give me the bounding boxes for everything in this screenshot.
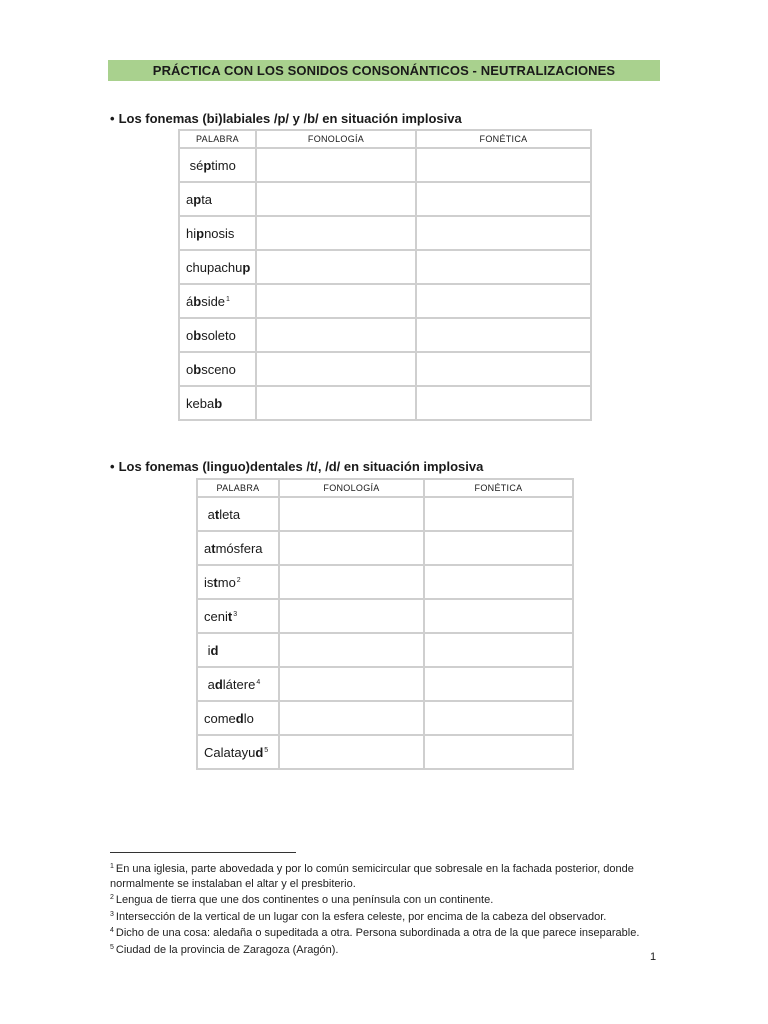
word-part: sceno bbox=[201, 361, 236, 377]
footnote-ref[interactable]: 4 bbox=[256, 678, 261, 686]
title-text: PRÁCTICA CON LOS SONIDOS CONSONÁNTICOS - NEUTRALIZACIONES bbox=[152, 63, 616, 78]
table-row bbox=[179, 182, 591, 216]
word-part: chupachu bbox=[186, 259, 243, 275]
footnote-text: En una iglesia, parte abovedada y por lo común semicircular que sobresale en la fachada posterior, donde normalmente se instalaban el altar y el presbiterio. bbox=[110, 863, 634, 890]
fonetica-cell[interactable] bbox=[416, 216, 591, 250]
fonetica-cell[interactable] bbox=[416, 182, 591, 216]
footnote bbox=[110, 891, 670, 908]
footnote-text: Dicho de una cosa: aledaña o supeditada a otra. Persona subordinada a otra de la que parece inseparable. bbox=[115, 927, 640, 940]
fonologia-cell[interactable] bbox=[256, 284, 416, 318]
table-header-row bbox=[197, 479, 573, 497]
word-part: o bbox=[186, 361, 194, 377]
word-part: a bbox=[204, 540, 212, 556]
footnote bbox=[110, 860, 670, 891]
fonologia-cell[interactable] bbox=[279, 735, 424, 769]
word-cell bbox=[179, 250, 256, 284]
word-cell bbox=[197, 531, 279, 565]
highlighted-consonant: d bbox=[210, 642, 219, 658]
word-cell bbox=[197, 667, 279, 701]
fonetica-cell[interactable] bbox=[416, 352, 591, 386]
bullet-icon: • bbox=[110, 459, 115, 474]
highlighted-consonant: p bbox=[203, 157, 212, 173]
fonetica-cell[interactable] bbox=[416, 148, 591, 182]
bullet-icon: • bbox=[110, 111, 115, 126]
word-part: hi bbox=[186, 225, 197, 241]
word-part: nosis bbox=[204, 225, 235, 241]
word-part: o bbox=[186, 327, 194, 343]
highlighted-consonant: b bbox=[193, 361, 202, 377]
header-fonetica: FONÉTICA bbox=[416, 130, 591, 148]
highlighted-consonant: t bbox=[214, 506, 220, 522]
table-row bbox=[197, 497, 573, 531]
highlighted-consonant: d bbox=[255, 744, 264, 760]
word-part: lo bbox=[243, 710, 254, 726]
word-cell bbox=[197, 599, 279, 633]
fonetica-cell[interactable] bbox=[424, 633, 573, 667]
fonetica-cell[interactable] bbox=[424, 565, 573, 599]
fonetica-cell[interactable] bbox=[416, 250, 591, 284]
highlighted-consonant: t bbox=[211, 540, 216, 556]
word-part: ta bbox=[201, 191, 213, 207]
fonetica-cell[interactable] bbox=[424, 531, 573, 565]
table-row bbox=[197, 531, 573, 565]
word-cell bbox=[197, 701, 279, 735]
word-part: is bbox=[204, 574, 214, 590]
header-fonetica: FONÉTICA bbox=[424, 479, 573, 497]
highlighted-consonant: b bbox=[193, 293, 202, 309]
fonologia-cell[interactable] bbox=[279, 633, 424, 667]
word-part: látere bbox=[222, 676, 256, 692]
word-part: leta bbox=[219, 506, 241, 522]
fonologia-cell[interactable] bbox=[256, 182, 416, 216]
word-cell bbox=[197, 565, 279, 599]
footnote-number: 2 bbox=[110, 894, 114, 902]
word-cell bbox=[179, 386, 256, 420]
header-fonologia: FONOLOGÍA bbox=[279, 479, 424, 497]
table-row bbox=[179, 148, 591, 182]
table-row bbox=[197, 599, 573, 633]
highlighted-consonant: d bbox=[235, 710, 244, 726]
footnote-ref[interactable]: 1 bbox=[226, 295, 230, 303]
footnote bbox=[110, 908, 670, 925]
footnote-text: Lengua de tierra que une dos continentes o una península con un continente. bbox=[115, 894, 494, 907]
word-cell bbox=[197, 497, 279, 531]
footnote bbox=[110, 924, 670, 941]
fonetica-cell[interactable] bbox=[416, 284, 591, 318]
fonologia-cell[interactable] bbox=[256, 148, 416, 182]
word-cell bbox=[197, 633, 279, 667]
word-cell bbox=[179, 352, 256, 386]
fonetica-cell[interactable] bbox=[416, 318, 591, 352]
dental-table bbox=[196, 478, 574, 770]
footnote-ref[interactable]: 3 bbox=[233, 610, 238, 618]
highlighted-consonant: p bbox=[196, 225, 205, 241]
word-cell bbox=[179, 216, 256, 250]
section1-heading-text: Los fonemas (bi)labiales /p/ y /b/ en situación implosiva bbox=[118, 111, 462, 126]
fonetica-cell[interactable] bbox=[416, 386, 591, 420]
word-part: ceni bbox=[204, 608, 228, 624]
highlighted-consonant: b bbox=[214, 395, 223, 411]
word-part: a bbox=[204, 506, 215, 522]
word-part: Calatayu bbox=[204, 744, 256, 760]
header-palabra: PALABRA bbox=[179, 130, 256, 148]
highlighted-consonant: b bbox=[193, 327, 202, 343]
table-row bbox=[197, 565, 573, 599]
word-part: mósfera bbox=[215, 540, 263, 556]
table-row bbox=[197, 667, 573, 701]
footnote bbox=[110, 941, 670, 958]
fonologia-cell[interactable] bbox=[256, 250, 416, 284]
word-part: keba bbox=[186, 395, 215, 411]
table-header-row bbox=[179, 130, 591, 148]
word-cell bbox=[179, 318, 256, 352]
word-part: soleto bbox=[201, 327, 236, 343]
fonologia-cell[interactable] bbox=[279, 599, 424, 633]
section2-heading bbox=[110, 459, 483, 474]
word-part: side bbox=[201, 293, 226, 309]
word-part: sé bbox=[186, 157, 204, 173]
table-row bbox=[197, 633, 573, 667]
word-cell bbox=[179, 284, 256, 318]
highlighted-consonant: p bbox=[193, 191, 202, 207]
footnote-ref[interactable]: 5 bbox=[264, 746, 269, 754]
fonetica-cell[interactable] bbox=[424, 667, 573, 701]
table-row bbox=[179, 250, 591, 284]
footnotes bbox=[110, 860, 670, 958]
word-part: come bbox=[204, 710, 236, 726]
footnote-number: 5 bbox=[110, 943, 114, 951]
fonetica-cell[interactable] bbox=[424, 735, 573, 769]
fonetica-cell[interactable] bbox=[424, 701, 573, 735]
footnote-number: 4 bbox=[110, 927, 114, 935]
table-row bbox=[179, 386, 591, 420]
table-row bbox=[179, 216, 591, 250]
page-number: 1 bbox=[650, 951, 657, 963]
document-title bbox=[108, 60, 660, 81]
word-part: á bbox=[186, 293, 194, 309]
footnote-text: Ciudad de la provincia de Zaragoza (Aragón). bbox=[115, 943, 339, 956]
word-part: mo bbox=[217, 574, 236, 590]
table-row bbox=[179, 352, 591, 386]
footnote-ref[interactable]: 2 bbox=[236, 576, 241, 584]
section2-heading-text: Los fonemas (linguo)dentales /t/, /d/ en situación implosiva bbox=[118, 459, 484, 474]
highlighted-consonant: p bbox=[242, 259, 251, 275]
highlighted-consonant: t bbox=[213, 574, 218, 590]
table-row bbox=[197, 735, 573, 769]
word-cell bbox=[179, 148, 256, 182]
table-row bbox=[197, 701, 573, 735]
fonologia-cell[interactable] bbox=[256, 352, 416, 386]
section1-heading bbox=[110, 111, 462, 126]
fonetica-cell[interactable] bbox=[424, 497, 573, 531]
fonetica-cell[interactable] bbox=[424, 599, 573, 633]
fonologia-cell[interactable] bbox=[279, 531, 424, 565]
fonologia-cell[interactable] bbox=[279, 565, 424, 599]
word-part: a bbox=[204, 676, 215, 692]
footnote-separator bbox=[110, 852, 296, 853]
word-cell bbox=[197, 735, 279, 769]
footnote-number: 1 bbox=[110, 863, 114, 870]
table-row bbox=[179, 318, 591, 352]
fonologia-cell[interactable] bbox=[256, 216, 416, 250]
word-part: i bbox=[204, 642, 211, 658]
fonologia-cell[interactable] bbox=[279, 497, 424, 531]
footnote-text: Intersección de la vertical de un lugar con la esfera celeste, por encima de la cabeza del observador. bbox=[115, 910, 607, 923]
fonologia-cell[interactable] bbox=[256, 386, 416, 420]
fonologia-cell[interactable] bbox=[279, 701, 424, 735]
highlighted-consonant: d bbox=[214, 676, 223, 692]
word-part: a bbox=[186, 191, 194, 207]
bilabial-table bbox=[178, 129, 592, 421]
header-palabra: PALABRA bbox=[197, 479, 279, 497]
fonologia-cell[interactable] bbox=[279, 667, 424, 701]
footnote-number: 3 bbox=[110, 910, 114, 918]
header-fonologia: FONOLOGÍA bbox=[256, 130, 416, 148]
highlighted-consonant: t bbox=[227, 608, 233, 624]
fonologia-cell[interactable] bbox=[256, 318, 416, 352]
word-part: timo bbox=[211, 157, 236, 173]
word-cell bbox=[179, 182, 256, 216]
table-row bbox=[179, 284, 591, 318]
